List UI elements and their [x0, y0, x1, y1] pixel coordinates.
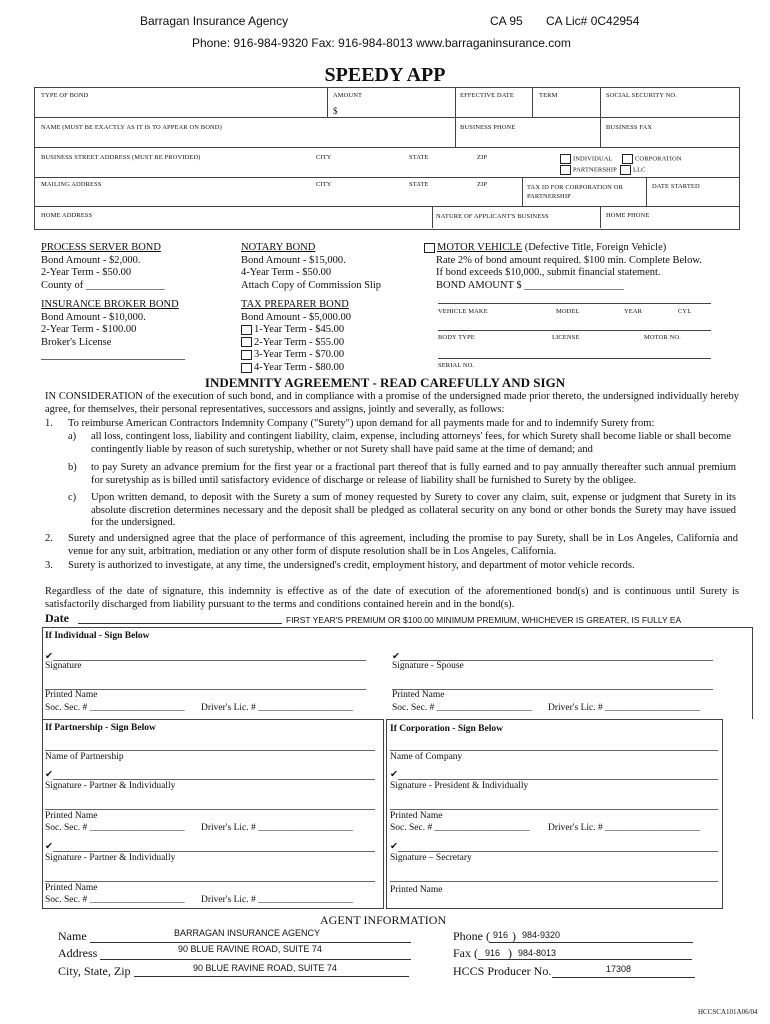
ssn-label: SOCIAL SECURITY NO.: [606, 92, 677, 99]
corp-printed-name-label: Printed Name: [390, 811, 443, 821]
home-phone-label: HOME PHONE: [606, 212, 650, 219]
page-title: SPEEDY APP: [324, 64, 446, 86]
partner2-signature-line[interactable]: [53, 851, 375, 852]
motor-vehicle-line: If bond exceeds $10,000., submit financial statement.: [436, 267, 661, 279]
nature-label: NATURE OF APPLICANT'S BUSINESS: [436, 213, 549, 220]
term-3-checkbox[interactable]: [241, 350, 252, 360]
check-icon: ✔: [45, 842, 53, 852]
notary-section: [241, 242, 421, 292]
check-icon: ✔: [45, 770, 53, 780]
indemnity-item-1b: to pay Surety an advance premium for the first year or a fractional part thereof that is fully earned and to pay annually thereafter such annual premium for suretyship as is billed until satisfactory evidence of discharge or release of liability shall be furnished to Surety by the obligee.: [91, 462, 736, 486]
indemnity-item-3: Surety is authorized to investigate, at any time, the undersigned's credit, employment history, and department of motor vehicle records.: [68, 560, 635, 571]
contact-line: Phone: 916-984-9320 Fax: 916-984-8013 www.barraganinsurance.com: [192, 36, 571, 50]
secretary-signature-line[interactable]: [398, 851, 718, 852]
name-label: NAME (MUST BE EXACTLY AS IT IS TO APPEAR ON BOND): [41, 124, 222, 131]
term-4-checkbox[interactable]: [241, 363, 252, 373]
business-phone-label: BUSINESS PHONE: [460, 124, 516, 131]
business-fax-label: BUSINESS FAX: [606, 124, 653, 131]
corp-drivers-lic-field[interactable]: Driver's Lic. # ____________________: [548, 823, 701, 833]
agency-name: Barragan Insurance Agency: [140, 14, 289, 28]
spouse-soc-sec-field[interactable]: Soc. Sec. # ____________________: [392, 703, 532, 713]
motor-no-label: MOTOR NO.: [644, 334, 681, 341]
signature-spouse-label: Signature - Spouse: [392, 661, 464, 671]
partnership-name-line[interactable]: [45, 750, 375, 751]
insurance-broker-title: INSURANCE BROKER BOND: [41, 299, 179, 310]
partner2-printed-name-label: Printed Name: [45, 883, 98, 893]
mailing-city-label: CITY: [316, 181, 332, 188]
motor-vehicle-section: [424, 242, 724, 292]
tax-preparer-term-1[interactable]: 1-Year Term - $45.00: [241, 324, 421, 337]
process-server-line: 2-Year Term - $50.00: [41, 267, 132, 279]
corp-soc-sec-field[interactable]: Soc. Sec. # ____________________: [390, 823, 530, 833]
amount-label: AMOUNT: [333, 92, 363, 99]
partner-signature-label: Signature - Partner & Individually: [45, 781, 176, 791]
individual-option[interactable]: INDIVIDUAL: [560, 154, 613, 164]
vehicle-make-label: VEHICLE MAKE: [438, 308, 488, 315]
state-label: STATE: [409, 154, 429, 161]
signature-label: Signature: [45, 661, 82, 671]
agent-city-label: City, State, Zip: [58, 964, 131, 978]
partner-signature-line[interactable]: [53, 779, 375, 780]
individual-checkbox[interactable]: [560, 154, 571, 164]
drivers-lic-field[interactable]: Driver's Lic. # ____________________: [201, 703, 354, 713]
agent-address-value[interactable]: 90 BLUE RAVINE ROAD, SUITE 74: [178, 944, 322, 954]
tax-preparer-line: Bond Amount - $5,000.00: [241, 311, 351, 323]
effective-date-label: EFFECTIVE DATE: [460, 92, 514, 99]
partner-printed-name-label: Printed Name: [45, 811, 98, 821]
indemnity-intro: IN CONSIDERATION of the execution of such bond, and in compliance with a promise of the undersigned made prior thereto, the undersigned individually hereby agree, for themselves, their personal representatives, successors and assigns, jointly and severally, as follows:: [45, 391, 739, 415]
tax-preparer-term-3[interactable]: 3-Year Term - $70.00: [241, 349, 421, 362]
term-2-checkbox[interactable]: [241, 337, 252, 347]
producer-label: HCCS Producer No.: [453, 964, 552, 978]
printed-name-label: Printed Name: [45, 690, 98, 700]
vehicle-model-label: MODEL: [556, 308, 580, 315]
agent-fax-number[interactable]: 984-8013: [518, 948, 557, 958]
tax-preparer-section: [241, 299, 421, 375]
corp-printed-name-line[interactable]: [390, 809, 718, 810]
insurance-broker-line: Bond Amount - $10,000.: [41, 311, 146, 323]
motor-vehicle-line: BOND AMOUNT $ ___________________: [436, 279, 624, 291]
check-icon: ✔: [392, 652, 400, 662]
date-label: Date: [45, 611, 69, 625]
motor-vehicle-line: Rate 2% of bond amount required. $100 min. Complete Below.: [436, 254, 702, 266]
date-field[interactable]: [78, 623, 282, 624]
corporation-option[interactable]: CORPORATION: [622, 154, 682, 164]
term-1-checkbox[interactable]: [241, 325, 252, 335]
mailing-state-label: STATE: [409, 181, 429, 188]
vehicle-license-label: LICENSE: [552, 334, 580, 341]
president-signature-line[interactable]: [398, 779, 718, 780]
corporation-checkbox[interactable]: [622, 154, 633, 164]
premium-note: FIRST YEAR'S PREMIUM OR $100.00 MINIMUM PREMIUM, WHICHEVER IS GREATER, IS FULLY EA: [286, 615, 682, 625]
individual-header: If Individual - Sign Below: [45, 631, 150, 641]
agent-name-value[interactable]: BARRAGAN INSURANCE AGENCY: [174, 928, 321, 938]
partnership-header: If Partnership - Sign Below: [45, 723, 156, 733]
partner2-printed-name-line[interactable]: [45, 881, 375, 882]
process-server-title: PROCESS SERVER BOND: [41, 242, 161, 253]
indemnity-item-2: Surety and undersigned agree that the place of performance of this agreement, including the promise to pay Surety, shall be in Los Angeles, California and venue for any suit, arbitration, mediation or any other form of dispute resolution shall be in Los Angeles, California.: [68, 533, 738, 557]
state-code: CA 95: [490, 14, 523, 28]
notary-line: 4-Year Term - $50.00: [241, 267, 332, 279]
partner-printed-name-line[interactable]: [45, 809, 375, 810]
motor-vehicle-title: MOTOR VEHICLE: [437, 242, 523, 253]
llc-option[interactable]: LLC: [620, 165, 646, 175]
secretary-signature-label: Signature – Secretary: [390, 853, 472, 863]
type-of-bond-label: TYPE OF BOND: [41, 92, 89, 99]
soc-sec-field[interactable]: Soc. Sec. # ____________________: [45, 703, 185, 713]
company-name-label: Name of Company: [390, 752, 463, 762]
home-address-label: HOME ADDRESS: [41, 212, 93, 219]
agent-name-label: Name: [58, 929, 87, 943]
agent-phone-number[interactable]: 984-9320: [522, 930, 561, 940]
insurance-broker-line: 2-Year Term - $100.00: [41, 324, 137, 336]
tax-preparer-term-2[interactable]: 2-Year Term - $55.00: [241, 337, 421, 350]
serial-no-label: SERIAL NO.: [438, 362, 475, 369]
insurance-broker-section: [41, 299, 231, 349]
indemnity-item-1a: all loss, contingent loss, liability and contingent liability, claim, expense, including attorneys' fees, for which Surety shall become liable or shall become contingently liable by reason of such suretyship, whether or not Surety shall have paid same at the time of demand; and: [91, 431, 731, 455]
insurance-broker-line: Broker's License: [41, 336, 112, 348]
notary-line: Bond Amount - $15,000.: [241, 254, 346, 266]
tax-preparer-title: TAX PREPARER BOND: [241, 299, 349, 310]
vehicle-year-label: YEAR: [624, 308, 643, 315]
license-number: CA Lic# 0C42954: [546, 14, 640, 28]
partnership-name-label: Name of Partnership: [45, 752, 124, 762]
form-code: HCCSCA101A06/04: [698, 1008, 758, 1016]
partner2-soc-sec-field[interactable]: Soc. Sec. # ____________________: [45, 895, 185, 905]
agent-phone-area[interactable]: 916: [493, 930, 509, 940]
agent-info-title: AGENT INFORMATION: [320, 913, 447, 927]
partner-drivers-lic-field[interactable]: Driver's Lic. # ____________________: [201, 823, 354, 833]
amount-dollar: $: [333, 106, 338, 116]
partnership-checkbox[interactable]: [560, 165, 571, 175]
tax-id-label: TAX ID FOR CORPORATION OR PARTNERSHIP: [527, 184, 623, 200]
president-signature-label: Signature - President & Individually: [390, 781, 529, 791]
partner2-drivers-lic-field[interactable]: Driver's Lic. # ____________________: [201, 895, 354, 905]
notary-title: NOTARY BOND: [241, 242, 316, 253]
tax-preparer-term-4[interactable]: 4-Year Term - $80.00: [241, 362, 421, 375]
corporation-header: If Corporation - Sign Below: [390, 724, 503, 734]
date-started-label: DATE STARTED: [652, 183, 700, 190]
indemnity-item-1: To reimburse American Contractors Indemnity Company ("Surety") upon demand for all payments made for and to indemnify Surety from:: [68, 418, 655, 429]
process-server-line: Bond Amount - $2,000.: [41, 254, 141, 266]
llc-checkbox[interactable]: [620, 165, 631, 175]
company-name-line[interactable]: [390, 750, 718, 751]
indemnity-title: INDEMNITY AGREEMENT - READ CAREFULLY AND SIGN: [204, 375, 566, 390]
zip-label: ZIP: [477, 154, 488, 161]
partner2-signature-label: Signature - Partner & Individually: [45, 853, 176, 863]
business-address-label: BUSINESS STREET ADDRESS (MUST BE PROVIDED): [41, 154, 201, 161]
process-server-line: County of _______________: [41, 279, 165, 291]
agent-fax-area[interactable]: 916: [485, 948, 501, 958]
signature-line[interactable]: [53, 660, 366, 661]
agent-fax-label: Fax (: [453, 946, 478, 960]
city-label: CITY: [316, 154, 332, 161]
broker-license-line[interactable]: [41, 359, 185, 360]
secretary-printed-name-label: Printed Name: [390, 885, 443, 895]
agent-city-value[interactable]: 90 BLUE RAVINE ROAD, SUITE 74: [193, 963, 337, 973]
check-icon: ✔: [390, 770, 398, 780]
notary-line: Attach Copy of Commission Slip: [241, 279, 382, 291]
agent-address-label: Address: [58, 946, 98, 960]
check-icon: ✔: [45, 652, 53, 662]
motor-vehicle-subtitle: (Defective Title, Foreign Vehicle): [524, 242, 667, 253]
mailing-address-label: MAILING ADDRESS: [41, 181, 102, 188]
spouse-drivers-lic-field[interactable]: Driver's Lic. # ____________________: [548, 703, 701, 713]
body-type-label: BODY TYPE: [438, 334, 475, 341]
mailing-zip-label: ZIP: [477, 181, 488, 188]
partner-soc-sec-field[interactable]: Soc. Sec. # ____________________: [45, 823, 185, 833]
process-server-section: [41, 242, 231, 292]
agent-phone-label: Phone (: [453, 929, 490, 943]
spouse-printed-name-label: Printed Name: [392, 690, 445, 700]
indemnity-item-1c: Upon written demand, to deposit with the Surety a sum of money requested by Surety to cover any claim, suit, expense or judgment that Surety in its absolute discretion determines necessary and the deposit shall be pledged as collateral security on any bond or other bonds the Surety may have issued for the undersigned.: [91, 492, 736, 529]
partnership-option[interactable]: PARTNERSHIP: [560, 165, 617, 175]
regardless-paragraph: Regardless of the date of signature, this indemnity is effective as of the date of execution of the aforementioned bond(s) and is continuous until Surety is satisfactorily discharged from liability pursuant to the terms and conditions contained herein and in the bond(s).: [45, 586, 739, 610]
vehicle-cyl-label: CYL: [678, 308, 692, 315]
check-icon: ✔: [390, 842, 398, 852]
producer-value[interactable]: 17308: [606, 964, 632, 974]
motor-vehicle-checkbox[interactable]: [424, 243, 435, 253]
secretary-printed-name-line[interactable]: [390, 881, 718, 882]
term-label: TERM: [539, 92, 558, 99]
